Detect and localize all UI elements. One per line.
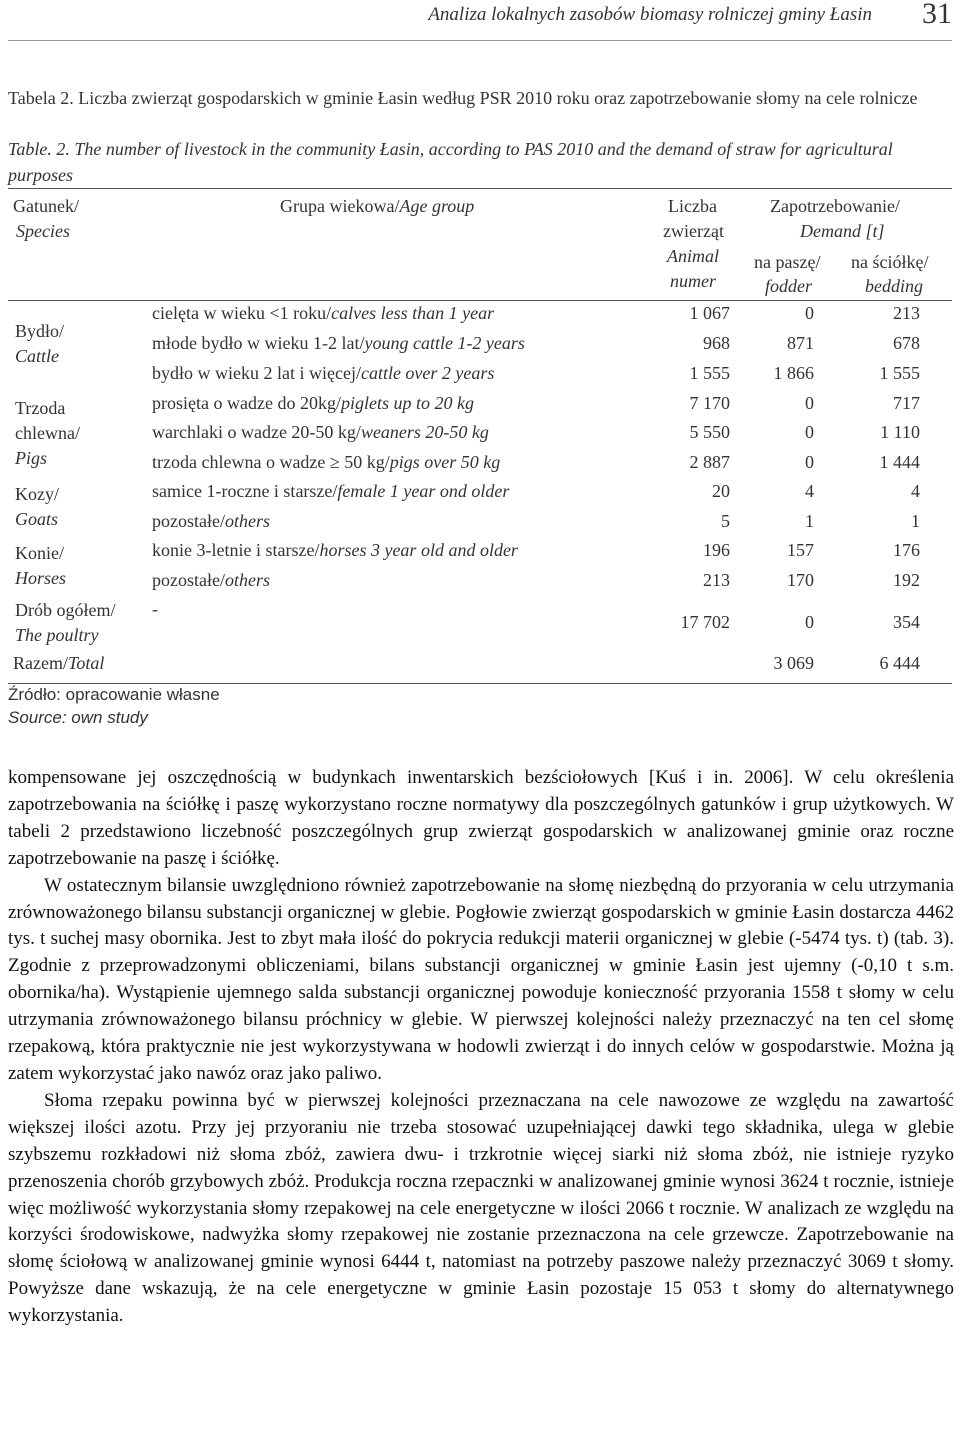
header-species-pl: Gatunek/ <box>13 196 79 216</box>
row-group-label: konie 3-letnie i starsze/horses 3 year old and older <box>152 540 518 560</box>
row-group-label: pozostałe/others <box>152 511 270 531</box>
paragraph: W ostatecznym bilansie uwzględniono również zapotrzebowanie na słomę niezbędną do przyorania w celu utrzymania zrównoważonego bilansu substancji organicznej w glebie. Pogłowie zwierząt gospodarskich w gminie Łasin dostarcza 4462 tys. t suchej masy obornika. Jest to zbyt mała ilość do pokrycia redukcji materii organicznej w glebie (-5474 tys. t) (tab. 3). Zgodnie z przeprowadzonymi obliczeniami, bilans substancji organicznej w gminie Łasin jest ujemny (-0,10 t s.m. obornika/ha). Wystąpienie ujemnego salda substancji organicznej powoduje konieczność przyorania 1558 t słomy w celu utrzymania zrównoważonego bilansu próchnicy w glebie. W pierwszej kolejności należy przeznaczyć na ten cel słomę rzepakową, która praktycznie nie jest wykorzystywana w hodowli zwierząt i do innych celów w gospodarstwie. Można ją zatem wykorzystać jako nawóz oraz jako paliwo. <box>8 874 954 1084</box>
row-count: 2 887 <box>689 452 730 472</box>
row-bedding: 4 <box>911 481 920 501</box>
row-fodder: 1 <box>805 511 814 531</box>
paragraph: Słoma rzepaku powinna być w pierwszej kolejności przeznaczana na cele nawozowe ze względu na zawartość większej ilości azotu. Przy jej przyoraniu nie trzeba stosować uzupełniającej dawki tego składnika, ulega w glebie szybszemu rozkładowi niż słoma zbóż, zawiera dwu- i trzkrotnie więcej siarki niż słoma zbóż, nie istnieje ryzyko przenoszenia chorób grzybowych zbóż. Produkcja roczna rzepacznki w analizowanej gminie wynosi 3624 t rocznie, istnieje więc możliwość wykorzystania słomy rzepakowej na cele energetyczne w ilości 2066 t rocznie. W analizach ze względu na korzyści środowiskowe, nadwyżka słomy rzepakowej nie zostanie przeznaczona na cele grzewcze. Zapotrzebowanie na słomę ściołową w analizowanej gminie wynosi 6444 t, natomiast na potrzeby paszowe należy przeznaczyć 3069 t słomy. Powyższe dane wskazują, że na cele energetyczne w gminie Łasin pozostaje 15 053 t słomy do alternatywnego wykorzystania. <box>8 1089 954 1327</box>
row-bedding: 1 110 <box>880 422 920 442</box>
row-fodder: 157 <box>787 540 814 560</box>
row-count: 213 <box>703 570 730 590</box>
row-group-label: cielęta w wieku <1 roku/calves less than 1 year <box>152 303 495 323</box>
total-bedding: 6 444 <box>879 653 920 673</box>
row-group-label: młode bydło w wieku 1-2 lat/young cattle 1-2 years <box>152 333 525 353</box>
row-count: 1 067 <box>689 303 730 323</box>
row-count: 196 <box>703 540 730 560</box>
header-bedding-en: bedding <box>865 276 923 296</box>
species-poultry-pl: Drób ogółem/ <box>15 600 116 620</box>
row-bedding: 192 <box>893 570 920 590</box>
row-count: 20 <box>712 481 730 501</box>
row-group-label: pozostałe/others <box>152 570 270 590</box>
header-demand-en: Demand [t] <box>800 221 885 241</box>
row-fodder: 4 <box>805 481 814 501</box>
row-group-label: - <box>152 599 158 619</box>
row-fodder: 0 <box>805 303 814 323</box>
species-pigs-pl-1: Trzoda <box>15 398 66 418</box>
row-bedding: 678 <box>893 333 920 353</box>
row-group-label: warchlaki o wadze 20-50 kg/weaners 20-50 kg <box>152 422 489 442</box>
species-cattle-en: Cattle <box>15 346 59 366</box>
row-fodder: 170 <box>787 570 814 590</box>
row-bedding: 1 <box>911 511 920 531</box>
species-cattle-pl: Bydło/ <box>15 321 65 341</box>
row-group-label: prosięta o wadze do 20kg/piglets up to 20 kg <box>152 393 474 413</box>
row-count: 5 <box>721 511 730 531</box>
row-fodder: 1 866 <box>773 363 814 383</box>
species-horses-pl: Konie/ <box>15 543 64 563</box>
row-fodder: 0 <box>805 422 814 442</box>
row-fodder: 0 <box>805 393 814 413</box>
source-note-pl: Źródło: opracowanie własne <box>8 685 220 704</box>
row-count: 7 170 <box>689 393 730 413</box>
header-group: Grupa wiekowa/Age group <box>280 196 475 216</box>
row-count: 1 555 <box>689 363 730 383</box>
row-count: 968 <box>703 333 730 353</box>
species-goats-pl: Kozy/ <box>15 484 59 504</box>
row-bedding: 354 <box>893 612 920 632</box>
total-label: Razem/Total <box>13 653 105 673</box>
row-group-label: trzoda chlewna o wadze ≥ 50 kg/pigs over 50 kg <box>152 452 501 472</box>
species-goats-en: Goats <box>15 509 59 529</box>
species-poultry-en: The poultry <box>15 625 99 645</box>
row-group-label: bydło w wieku 2 lat i więcej/cattle over 2 years <box>152 363 495 383</box>
running-title: Analiza lokalnych zasobów biomasy rolniczej gminy Łasin <box>428 4 872 25</box>
table-caption-pl: Tabela 2. Liczba zwierząt gospodarskich w gminie Łasin według PSR 2010 roku oraz zapotrzebowanie słomy na cele rolnicze <box>8 88 918 108</box>
row-bedding: 176 <box>893 540 920 560</box>
header-count-en-2: numer <box>670 271 716 291</box>
species-pigs-pl-2: chlewna/ <box>15 423 80 443</box>
row-bedding: 1 555 <box>879 363 920 383</box>
row-count: 5 550 <box>689 422 730 442</box>
row-bedding: 1 444 <box>879 452 920 472</box>
source-note-en: Source: own study <box>8 708 148 727</box>
total-fodder: 3 069 <box>773 653 814 673</box>
header-species-en: Species <box>16 221 70 241</box>
header-count-pl-1: Liczba <box>668 196 717 216</box>
page-number: 31 <box>922 0 952 30</box>
row-bedding: 717 <box>893 393 920 413</box>
header-count-pl-2: zwierząt <box>663 221 724 241</box>
species-pigs-en: Pigs <box>15 448 48 468</box>
row-fodder: 0 <box>805 452 814 472</box>
body-text <box>8 765 954 1330</box>
row-bedding: 213 <box>893 303 920 323</box>
livestock-table <box>0 0 960 700</box>
row-group-label: samice 1-roczne i starsze/female 1 year ond older <box>152 481 510 501</box>
row-fodder: 0 <box>805 612 814 632</box>
paragraph: kompensowane jej oszczędnością w budynkach inwentarskich bezściołowych [Kuś i in. 2006]. W celu określenia zapotrzebowania na ściółkę i paszę wykorzystano roczne normatywy dla poszczególnych gatunków i grup użytkowych. W tabeli 2 przedstawiono liczebność poszczególnych grup zwierząt gospodarskich w analizowanej gminie oraz roczne zapotrzebowanie na paszę i ściółkę. <box>8 767 954 869</box>
header-demand-pl: Zapotrzebowanie/ <box>770 196 900 216</box>
row-fodder: 871 <box>787 333 814 353</box>
row-count: 17 702 <box>680 612 730 632</box>
header-fodder-pl: na paszę/ <box>754 252 821 272</box>
header-fodder-en: fodder <box>765 276 812 296</box>
header-bedding-pl: na ściółkę/ <box>851 252 929 272</box>
header-count-en-1: Animal <box>667 246 719 266</box>
species-horses-en: Horses <box>15 568 67 588</box>
table-caption-en: Table. 2. The number of livestock in the community Łasin, according to PAS 2010 and the demand of straw for agricultural purposes <box>8 139 893 185</box>
